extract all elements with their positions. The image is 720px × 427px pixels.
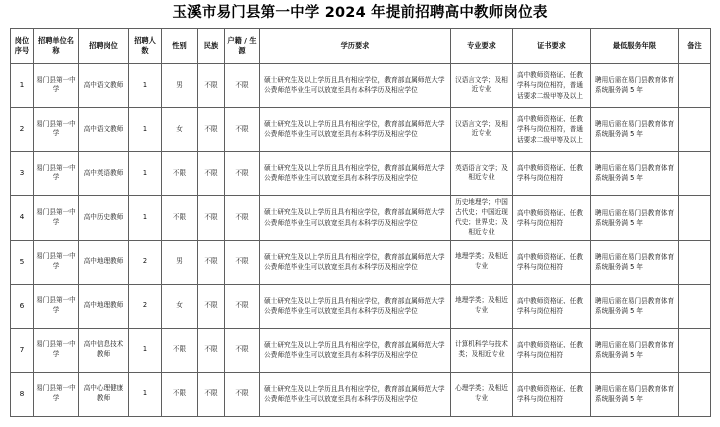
cell-service: 聘用后需在易门县教育体育系统服务满 5 年 [591,328,679,372]
cell-unit: 易门县第一中学 [34,63,79,107]
cell-education: 硕士研究生及以上学历且具有相应学位，教育部直属师范大学公费师范毕业生可以放宽至具有本科学历及相应学位 [260,372,451,416]
cell-num: 1 [129,63,162,107]
cell-certificate: 高中教师资格证、任教学科与岗位相符 [513,195,591,240]
cell-education: 硕士研究生及以上学历且具有相应学位，教育部直属师范大学公费师范毕业生可以放宽至具有本科学历及相应学位 [260,63,451,107]
cell-seq: 2 [11,107,34,151]
cell-nation: 不限 [198,63,225,107]
cell-seq: 4 [11,195,34,240]
cell-service: 聘用后需在易门县教育体育系统服务满 5 年 [591,63,679,107]
column-header-seq: 岗位序号 [11,28,34,63]
cell-seq: 8 [11,372,34,416]
cell-num: 2 [129,284,162,328]
cell-nation: 不限 [198,195,225,240]
cell-education: 硕士研究生及以上学历且具有相应学位，教育部直属师范大学公费师范毕业生可以放宽至具有本科学历及相应学位 [260,284,451,328]
cell-service: 聘用后需在易门县教育体育系统服务满 5 年 [591,240,679,284]
cell-remark [679,372,711,416]
cell-certificate: 高中教师资格证、任教学科与岗位相符 [513,372,591,416]
cell-unit: 易门县第一中学 [34,328,79,372]
cell-post: 高中语文教师 [79,107,129,151]
cell-gender: 男 [162,240,198,284]
cell-remark [679,151,711,195]
cell-education: 硕士研究生及以上学历且具有相应学位，教育部直属师范大学公费师范毕业生可以放宽至具有本科学历及相应学位 [260,240,451,284]
table-row [11,151,711,195]
table-body [11,63,711,416]
cell-gender: 不限 [162,151,198,195]
column-header-unit: 招聘单位名称 [34,28,79,63]
cell-post: 高中历史教师 [79,195,129,240]
cell-nation: 不限 [198,240,225,284]
cell-major: 历史地理学；中国古代史；中国近现代史；世界史；及相近专业 [451,195,513,240]
cell-nation: 不限 [198,151,225,195]
cell-household: 不限 [225,107,260,151]
cell-remark [679,240,711,284]
cell-certificate: 高中教师资格证、任教学科与岗位相符，普通话要求二级甲等及以上 [513,107,591,151]
cell-post: 高中地理教师 [79,284,129,328]
cell-household: 不限 [225,284,260,328]
cell-num: 1 [129,328,162,372]
cell-household: 不限 [225,328,260,372]
column-header-remark: 备注 [679,28,711,63]
cell-household: 不限 [225,195,260,240]
header-row [11,28,711,63]
column-header-education: 学历要求 [260,28,451,63]
cell-num: 1 [129,195,162,240]
column-header-post: 招聘岗位 [79,28,129,63]
cell-unit: 易门县第一中学 [34,284,79,328]
table-row [11,328,711,372]
table-row [11,240,711,284]
cell-unit: 易门县第一中学 [34,240,79,284]
cell-seq: 1 [11,63,34,107]
cell-service: 聘用后需在易门县教育体育系统服务满 5 年 [591,372,679,416]
cell-nation: 不限 [198,372,225,416]
cell-seq: 7 [11,328,34,372]
cell-post: 高中心理健康教师 [79,372,129,416]
cell-household: 不限 [225,240,260,284]
table-row [11,372,711,416]
column-header-service: 最低服务年限 [591,28,679,63]
cell-education: 硕士研究生及以上学历且具有相应学位，教育部直属师范大学公费师范毕业生可以放宽至具有本科学历及相应学位 [260,195,451,240]
cell-household: 不限 [225,372,260,416]
cell-education: 硕士研究生及以上学历且具有相应学位，教育部直属师范大学公费师范毕业生可以放宽至具有本科学历及相应学位 [260,151,451,195]
cell-certificate: 高中教师资格证、任教学科与岗位相符，普通话要求二级甲等及以上 [513,63,591,107]
cell-seq: 5 [11,240,34,284]
cell-post: 高中英语教师 [79,151,129,195]
cell-major: 汉语言文学；及相近专业 [451,107,513,151]
cell-num: 2 [129,240,162,284]
recruitment-table [10,28,711,417]
table-row [11,284,711,328]
cell-service: 聘用后需在易门县教育体育系统服务满 5 年 [591,195,679,240]
column-header-nation: 民族 [198,28,225,63]
cell-unit: 易门县第一中学 [34,107,79,151]
cell-certificate: 高中教师资格证、任教学科与岗位相符 [513,328,591,372]
cell-household: 不限 [225,63,260,107]
cell-post: 高中语文教师 [79,63,129,107]
table-row [11,107,711,151]
cell-service: 聘用后需在易门县教育体育系统服务满 5 年 [591,107,679,151]
cell-gender: 女 [162,284,198,328]
cell-major: 计算机科学与技术类；及相近专业 [451,328,513,372]
cell-gender: 女 [162,107,198,151]
cell-education: 硕士研究生及以上学历且具有相应学位，教育部直属师范大学公费师范毕业生可以放宽至具有本科学历及相应学位 [260,328,451,372]
cell-education: 硕士研究生及以上学历且具有相应学位，教育部直属师范大学公费师范毕业生可以放宽至具有本科学历及相应学位 [260,107,451,151]
cell-nation: 不限 [198,328,225,372]
table-row [11,63,711,107]
cell-service: 聘用后需在易门县教育体育系统服务满 5 年 [591,284,679,328]
column-header-major: 专业要求 [451,28,513,63]
cell-major: 心理学类；及相近专业 [451,372,513,416]
cell-major: 汉语言文学；及相近专业 [451,63,513,107]
cell-remark [679,107,711,151]
cell-gender: 不限 [162,328,198,372]
cell-nation: 不限 [198,107,225,151]
cell-post: 高中地理教师 [79,240,129,284]
cell-seq: 6 [11,284,34,328]
cell-post: 高中信息技术教师 [79,328,129,372]
cell-unit: 易门县第一中学 [34,195,79,240]
cell-num: 1 [129,107,162,151]
cell-num: 1 [129,151,162,195]
column-header-household: 户籍 / 生源 [225,28,260,63]
cell-certificate: 高中教师资格证、任教学科与岗位相符 [513,151,591,195]
cell-remark [679,284,711,328]
cell-nation: 不限 [198,284,225,328]
cell-certificate: 高中教师资格证、任教学科与岗位相符 [513,284,591,328]
cell-certificate: 高中教师资格证、任教学科与岗位相符 [513,240,591,284]
table-header [11,28,711,63]
cell-service: 聘用后需在易门县教育体育系统服务满 5 年 [591,151,679,195]
cell-remark [679,63,711,107]
column-header-certificate: 证书要求 [513,28,591,63]
cell-household: 不限 [225,151,260,195]
cell-num: 1 [129,372,162,416]
table-container [10,28,710,417]
cell-remark [679,195,711,240]
column-header-gender: 性别 [162,28,198,63]
cell-gender: 不限 [162,372,198,416]
cell-seq: 3 [11,151,34,195]
cell-remark [679,328,711,372]
cell-gender: 男 [162,63,198,107]
cell-major: 英语语言文学；及相近专业 [451,151,513,195]
page-title: 玉溪市易门县第一中学 2024 年提前招聘高中教师岗位表 [172,5,548,21]
cell-major: 地理学类；及相近专业 [451,240,513,284]
cell-unit: 易门县第一中学 [34,372,79,416]
table-row [11,195,711,240]
cell-major: 地理学类；及相近专业 [451,284,513,328]
cell-unit: 易门县第一中学 [34,151,79,195]
column-header-num: 招聘人数 [129,28,162,63]
cell-gender: 不限 [162,195,198,240]
